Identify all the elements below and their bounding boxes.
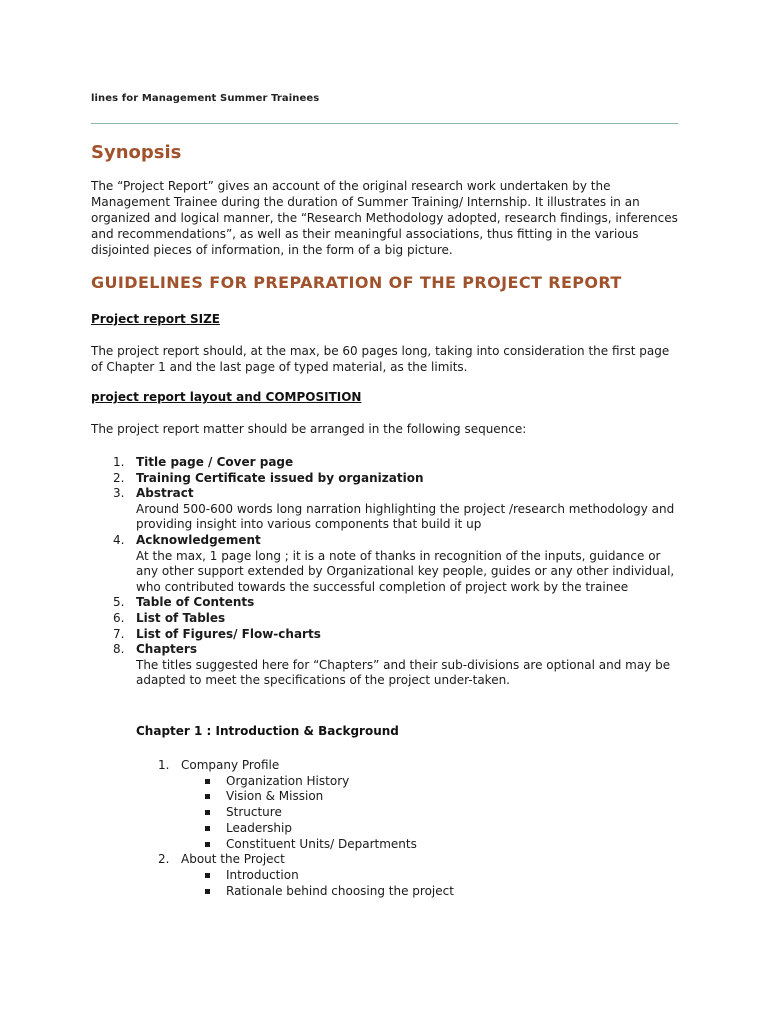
bullet-item-text: Rationale behind choosing the project (226, 883, 454, 898)
sequence-item-number: 2. (113, 470, 125, 485)
sequence-item-title: Title page / Cover page (136, 455, 294, 469)
sequence-item (91, 455, 683, 471)
header-divider (91, 123, 678, 124)
sequence-item-title: List of Tables (136, 610, 226, 625)
sequence-item-title: Table of Contents (136, 595, 255, 610)
sequence-item-number: 7. (113, 626, 125, 641)
chapter-1-heading: Chapter 1 : Introduction & Background (136, 724, 399, 738)
square-bullet-icon (205, 779, 210, 784)
sequence-item-number: 4. (113, 532, 125, 547)
size-subheading: Project report SIZE (91, 312, 220, 326)
bullet-item-text: Introduction (226, 867, 299, 882)
sequence-item-description: Around 500-600 words long narration highlighting the project /research methodology and providing insight into various components that build it up (136, 501, 675, 532)
sequence-item (91, 627, 683, 643)
bullet-item (181, 868, 676, 884)
square-bullet-icon (205, 826, 210, 831)
chapter-section-bullets (181, 868, 676, 899)
synopsis-paragraph: The “Project Report” gives an account of the original research work undertaken by the Management Trainee during the duration of Summer Training/ Internship. It illustrates in an organized and logical manner, the “Research Methodology adopted, research findings, inferences and recommendations”, as well as their meaningful associations, thus fitting in the various disjointed pieces of information, in the form of a big picture. (91, 179, 678, 257)
bullet-item (181, 774, 676, 790)
sequence-item (91, 471, 683, 487)
sequence-item (91, 642, 683, 689)
bullet-item-text: Organization History (226, 773, 350, 788)
sequence-item-number: 6. (113, 610, 125, 625)
square-bullet-icon (205, 842, 210, 847)
bullet-item (181, 789, 676, 805)
sequence-item-number: 8. (113, 642, 125, 657)
chapter-section-label: Company Profile (181, 758, 280, 772)
bullet-item (181, 821, 676, 837)
chapter-section-bullets (181, 774, 676, 853)
square-bullet-icon (205, 810, 210, 815)
sequence-item-number: 1. (113, 455, 125, 469)
sequence-item (91, 595, 683, 611)
square-bullet-icon (205, 889, 210, 894)
chapter-section (136, 758, 676, 852)
square-bullet-icon (205, 794, 210, 799)
sequence-item-description: At the max, 1 page long ; it is a note of thanks in recognition of the inputs, guidance or any other support extended by Organizational key people, guides or any other individual, who contributed towards the successful completion of project work by the trainee (136, 548, 675, 594)
sequence-item (91, 486, 683, 533)
size-paragraph: The project report should, at the max, be 60 pages long, taking into consideration the first page of Chapter 1 and the last page of typed material, as the limits. (91, 344, 670, 374)
sequence-item-title: Training Certificate issued by organization (136, 470, 424, 485)
bullet-item-text: Leadership (226, 820, 292, 835)
sequence-item-title: Abstract (136, 486, 194, 501)
report-sequence-list (91, 455, 683, 689)
guidelines-heading: GUIDELINES FOR PREPARATION OF THE PROJECT REPORT (91, 273, 622, 292)
chapter-section-number: 1. (158, 758, 170, 772)
layout-subheading: project report layout and COMPOSITION (91, 390, 362, 404)
sequence-item-title: List of Figures/ Flow-charts (136, 626, 321, 641)
bullet-item-text: Vision & Mission (226, 789, 324, 804)
chapter-section-number: 2. (158, 852, 170, 867)
sequence-item-description: The titles suggested here for “Chapters” and their sub-divisions are optional and may be adapted to meet the specifications of the project under-taken. (136, 657, 671, 688)
sequence-item-title: Chapters (136, 642, 197, 657)
bullet-item-text: Structure (226, 805, 282, 820)
chapter-1-outline (136, 758, 676, 899)
sequence-item (91, 533, 683, 595)
sequence-item-number: 5. (113, 595, 125, 610)
chapter-section-label: About the Project (181, 852, 285, 867)
square-bullet-icon (205, 873, 210, 878)
sequence-item-title: Acknowledgement (136, 532, 261, 547)
document-header-title: lines for Management Summer Trainees (91, 93, 320, 104)
layout-paragraph: The project report matter should be arranged in the following sequence: (91, 422, 527, 436)
bullet-item (181, 837, 676, 853)
sequence-item-number: 3. (113, 486, 125, 501)
bullet-item (181, 884, 676, 900)
synopsis-heading: Synopsis (91, 142, 182, 163)
sequence-item (91, 611, 683, 627)
chapter-section (136, 852, 676, 899)
bullet-item-text: Constituent Units/ Departments (226, 836, 417, 851)
bullet-item (181, 805, 676, 821)
